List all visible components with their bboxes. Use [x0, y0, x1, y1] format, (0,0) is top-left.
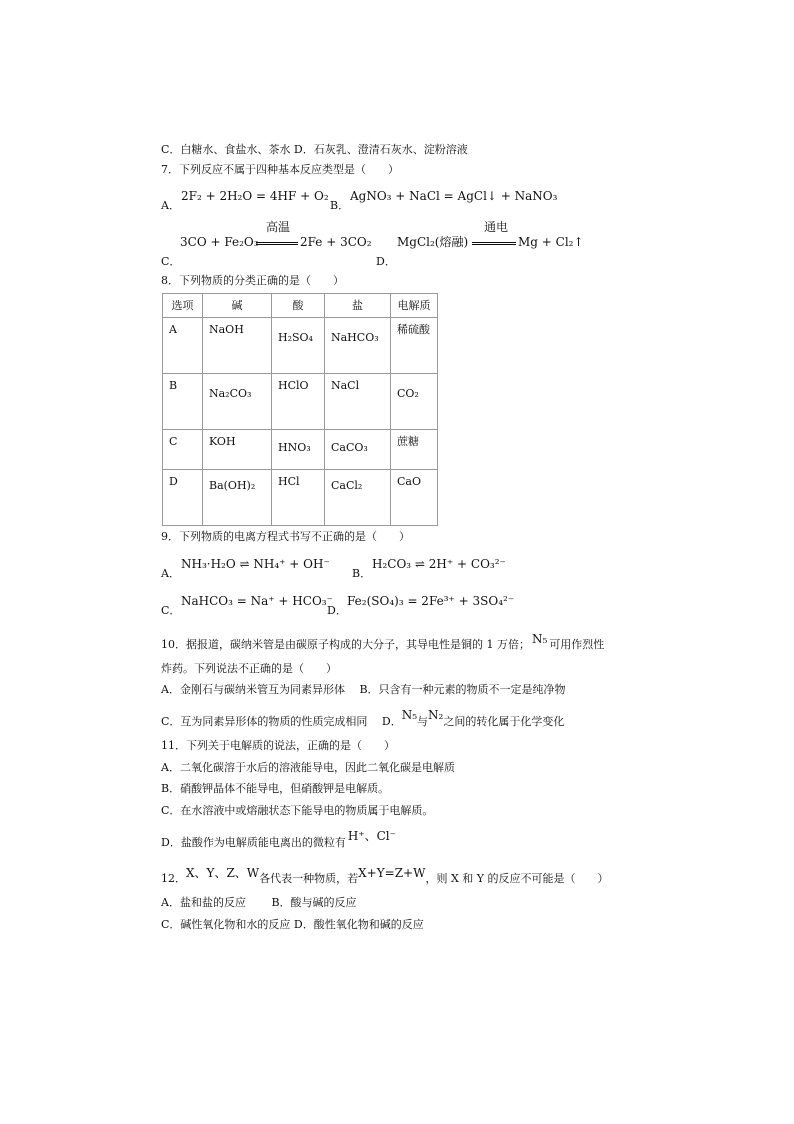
table-row	[163, 470, 438, 526]
table-cell: NaHCO₃	[325, 318, 391, 374]
q12-num: 12．	[161, 872, 186, 885]
q10-option-cd	[161, 708, 565, 730]
q7-c-left: 3CO + Fe₂O₃	[180, 235, 259, 249]
table-cell: CaCO₃	[325, 430, 391, 470]
q10-stem-line1	[161, 632, 605, 653]
q11-option-d: D．盐酸作为电解质能电离出的微粒有	[161, 836, 346, 849]
q12-option-cd: C．碱性氧化物和水的反应 D．酸性氧化物和碱的反应	[161, 918, 424, 931]
q10-option-c: C．互为同素异形体的物质的性质完成相同 D．	[161, 715, 402, 728]
q7-b-formula: AgNO₃ + NaCl = AgCl↓ + NaNO₃	[350, 189, 558, 203]
q9-c-label: C．	[161, 604, 181, 617]
table-header-cell: 选项	[163, 294, 203, 318]
table-cell: CaO	[391, 470, 438, 526]
table-cell: HCl	[272, 470, 325, 526]
q12-vars: X、Y、Z、W	[186, 866, 260, 880]
table-header-cell: 碱	[203, 294, 272, 318]
q7-a-label: A．	[161, 199, 180, 212]
table-header-cell: 电解质	[391, 294, 438, 318]
q9-stem: 9．下列物质的电离方程式书写不正确的是（ ）	[161, 530, 410, 543]
q7-a-formula: 2F₂ + 2H₂O = 4HF + O₂	[181, 189, 329, 203]
table-row	[163, 318, 438, 374]
q12-mid: 各代表一种物质，若	[259, 872, 359, 885]
table-cell: NaOH	[203, 318, 272, 374]
classification-table	[162, 293, 438, 526]
q10-d-n5: N₅	[401, 708, 418, 722]
q7-c-condition: 高温	[265, 220, 290, 234]
table-cell: HClO	[272, 374, 325, 430]
q9-a-label: A．	[161, 567, 180, 580]
q10-d-n2: N₂	[428, 708, 444, 722]
q10-n5: N₅	[532, 632, 548, 646]
q9-d-formula: Fe₂(SO₄)₃ = 2Fe³⁺ + 3SO₄²⁻	[347, 594, 515, 608]
q12-eq: X+Y=Z+W	[358, 866, 426, 880]
table-cell: H₂SO₄	[272, 318, 325, 374]
table-cell: HNO₃	[272, 430, 325, 470]
q7-d-label: D．	[376, 255, 396, 268]
table-cell: KOH	[203, 430, 272, 470]
q7-d-condition: 通电	[483, 220, 508, 234]
table-cell: Ba(OH)₂	[203, 470, 272, 526]
q10-option-ab: A．金刚石与碳纳米管互为同素异形体 B．只含有一种元素的物质不一定是纯净物	[161, 683, 566, 696]
q9-d-label: D．	[327, 604, 347, 617]
q7-c-arrow	[256, 242, 298, 245]
q11-option-d-line	[161, 829, 396, 851]
table-row	[163, 374, 438, 430]
table-cell: 蔗糖	[391, 430, 438, 470]
q11-ions: H⁺、Cl⁻	[347, 829, 396, 843]
q7-c-label: C．	[161, 255, 181, 268]
q10-d-mid: 与	[417, 715, 429, 728]
q7-stem: 7．下列反应不属于四种基本反应类型是（ ）	[161, 163, 399, 176]
q10-stem-part2: 可用作烈性	[549, 638, 605, 651]
table-cell: C	[163, 430, 203, 470]
table-cell: CO₂	[391, 374, 438, 430]
q10-stem-part1: 10．据报道，碳纳米管是由碳原子构成的大分子，其导电性是铜的 1 万倍；	[161, 638, 530, 651]
q10-d-end: 之间的转化属于化学变化	[443, 715, 565, 728]
q9-b-label: B．	[352, 567, 372, 580]
q12-option-ab: A．盐和盐的反应 B．酸与碱的反应	[161, 896, 357, 909]
q10-stem-line2: 炸药。下列说法不正确的是（ ）	[161, 662, 337, 675]
table-row	[163, 430, 438, 470]
table-header-cell: 酸	[272, 294, 325, 318]
q12-end: ，则 X 和 Y 的反应不可能是（ ）	[425, 872, 609, 885]
table-header-row	[163, 294, 438, 318]
q7-d-left: MgCl₂(熔融)	[397, 235, 469, 249]
table-cell: B	[163, 374, 203, 430]
q9-c-formula: NaHCO₃ = Na⁺ + HCO₃⁻	[181, 594, 333, 608]
q7-d-arrow	[472, 242, 516, 245]
table-cell: CaCl₂	[325, 470, 391, 526]
q7-d-right: Mg + Cl₂↑	[518, 235, 584, 249]
q11-stem: 11．下列关于电解质的说法，正确的是（ ）	[161, 739, 395, 752]
q9-a-formula: NH₃·H₂O ⇌ NH₄⁺ + OH⁻	[181, 557, 330, 571]
q9-b-formula: H₂CO₃ ⇌ 2H⁺ + CO₃²⁻	[372, 557, 506, 571]
q11-option-b: B．硝酸钾晶体不能导电，但硝酸钾是电解质。	[161, 782, 390, 795]
table-cell: NaCl	[325, 374, 391, 430]
table-cell: A	[163, 318, 203, 374]
table-cell: D	[163, 470, 203, 526]
q7-b-label: B．	[330, 199, 350, 212]
table-header-cell: 盐	[325, 294, 391, 318]
q6-option-cd: C．白糖水、食盐水、茶水 D．石灰乳、澄清石灰水、淀粉溶液	[161, 143, 468, 156]
q8-stem: 8．下列物质的分类正确的是（ ）	[161, 274, 344, 287]
q11-option-c: C．在水溶液中或熔融状态下能导电的物质属于电解质。	[161, 804, 434, 817]
table-cell: 稀硫酸	[391, 318, 438, 374]
q7-c-right: 2Fe + 3CO₂	[300, 235, 372, 249]
q11-option-a: A．二氧化碳溶于水后的溶液能导电，因此二氧化碳是电解质	[161, 761, 455, 774]
q12-stem	[161, 866, 609, 887]
table-cell: Na₂CO₃	[203, 374, 272, 430]
